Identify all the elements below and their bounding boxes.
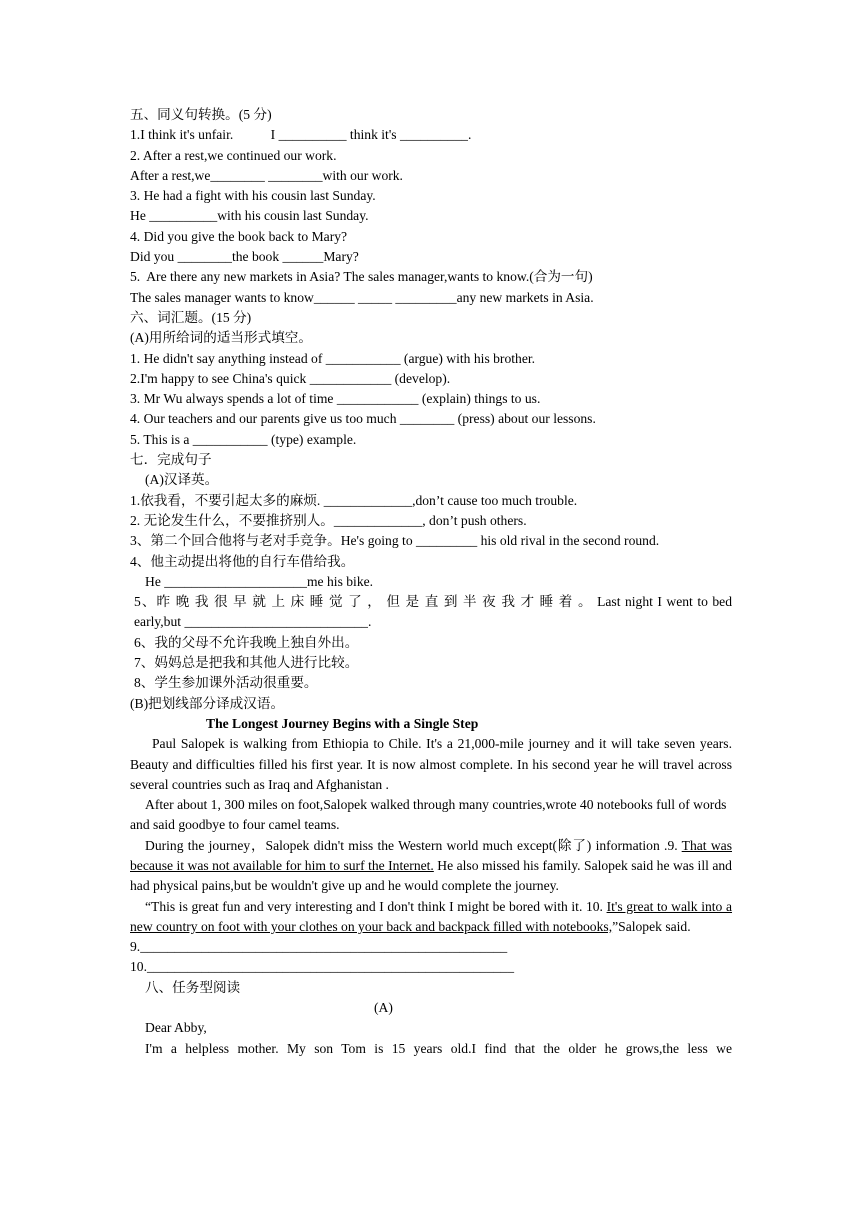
s7-question-8: 8、学生参加课外活动很重要。 bbox=[134, 675, 318, 691]
s6-question-3: 3. Mr Wu always spends a lot of time ____________ (explain) things to us. bbox=[130, 391, 541, 407]
section7-heading: 七．完成句子 bbox=[130, 452, 212, 468]
s5-question-4: 4. Did you give the book back to Mary? bbox=[130, 228, 348, 244]
document-content bbox=[130, 105, 732, 1059]
s7-subheading-a: (A)汉译英。 bbox=[145, 472, 219, 488]
s5-question-5: 5. Are there any new markets in Asia? The sales manager,wants to know.(合为一句) bbox=[130, 269, 593, 285]
s5-question-1: 1.I think it's unfair. I __________ think it's __________. bbox=[130, 127, 472, 143]
answer-line-10: 10.______________________________________________________ bbox=[130, 959, 515, 975]
s5-question-5-blank: The sales manager wants to know______ _____ _________any new markets in Asia. bbox=[130, 289, 594, 305]
s5-question-3: 3. He had a fight with his cousin last Sunday. bbox=[130, 188, 376, 204]
section6-heading: 六、词汇题。(15 分) bbox=[130, 309, 252, 325]
answer-line-9: 9.______________________________________________________ bbox=[130, 939, 508, 955]
s6-question-2: 2.I'm happy to see China's quick ____________ (develop). bbox=[130, 370, 451, 386]
passage-paragraph-4 bbox=[130, 897, 732, 938]
s7-question-4: 4、他主动提出将他的自行车借给我。 bbox=[130, 553, 355, 569]
underlined-sentence-9: That was because it was not available for him to surf the Internet. bbox=[130, 837, 732, 873]
paragraph-3-lead: During the journey，Salopek didn't miss the Western world much except(除了) information .9. bbox=[145, 837, 682, 853]
paragraph-3-tail: He also missed his family. Salopek said he was ill and had physical pains,but be wouldn't give up and he would complete the journey. bbox=[130, 857, 732, 894]
s7-question-4-blank: He _____________________me his bike. bbox=[145, 573, 374, 589]
s5-question-3-blank: He __________with his cousin last Sunday. bbox=[130, 208, 369, 224]
s6-question-1: 1. He didn't say anything instead of ___________ (argue) with his brother. bbox=[130, 350, 536, 366]
section8-part-a: (A) bbox=[374, 1000, 393, 1016]
letter-greeting: Dear Abby, bbox=[145, 1020, 207, 1036]
section5-heading: 五、同义句转换。(5 分) bbox=[130, 107, 272, 122]
passage-paragraph-3 bbox=[130, 836, 732, 897]
underlined-sentence-10: It's great to walk into a new country on foot with your clothes on your back and backpack filled with notebooks, bbox=[130, 898, 733, 934]
s7-question-6: 6、我的父母不允许我晚上独自外出。 bbox=[134, 634, 359, 650]
s6-question-5: 5. This is a ___________ (type) example. bbox=[130, 431, 357, 447]
s7-question-5-blank: early,but ___________________________. bbox=[134, 614, 372, 630]
s7-question-5: 5、昨 晚 我 很 早 就 上 床 睡 觉 了 ， 但 是 直 到 半 夜 我 才 睡 着 。 Last night I went to bed bbox=[134, 594, 732, 610]
paragraph-4-lead: “This is great fun and very interesting and I don't think I might be bored with it. 10. bbox=[145, 898, 607, 914]
s6-question-4: 4. Our teachers and our parents give us too much ________ (press) about our lessons. bbox=[130, 411, 596, 427]
section8-heading: 八、任务型阅读 bbox=[145, 979, 241, 995]
passage-paragraph-1: Paul Salopek is walking from Ethiopia to Chile. It's a 21,000-mile journey and it will take seven years. Beauty and difficulties filled his first year. It is now almost complete. In his second year he will travel across several countries such as Iraq and Afghanistan . bbox=[130, 736, 732, 792]
s5-question-4-blank: Did you ________the book ______Mary? bbox=[130, 249, 359, 265]
s5-question-2-blank: After a rest,we________ ________with our work. bbox=[130, 167, 403, 183]
s7-question-1: 1.依我看，不要引起太多的麻烦. _____________,don’t cause too much trouble. bbox=[130, 492, 578, 508]
passage-paragraph-2: After about 1, 300 miles on foot,Salopek walked through many countries,wrote 40 notebooks full of words and said goodbye to four camel teams. bbox=[130, 797, 727, 833]
s6-subheading: (A)用所给词的适当形式填空。 bbox=[130, 330, 312, 346]
s7-question-2: 2. 无论发生什么，不要推挤别人。_____________, don’t push others. bbox=[130, 512, 527, 528]
letter-first-line: I'm a helpless mother. My son Tom is 15 years old.I find that the older he grows,the less we bbox=[145, 1040, 732, 1056]
s5-question-2: 2. After a rest,we continued our work. bbox=[130, 147, 337, 163]
s7-subheading-b: (B)把划线部分译成汉语。 bbox=[130, 695, 285, 711]
s7-question-7: 7、妈妈总是把我和其他人进行比较。 bbox=[134, 655, 359, 671]
passage-title: The Longest Journey Begins with a Single Step bbox=[206, 715, 479, 731]
s7-question-3: 3、第二个回合他将与老对手竞争。He's going to _________ his old rival in the second round. bbox=[130, 533, 660, 549]
paragraph-4-tail: ”Salopek said. bbox=[612, 918, 691, 934]
